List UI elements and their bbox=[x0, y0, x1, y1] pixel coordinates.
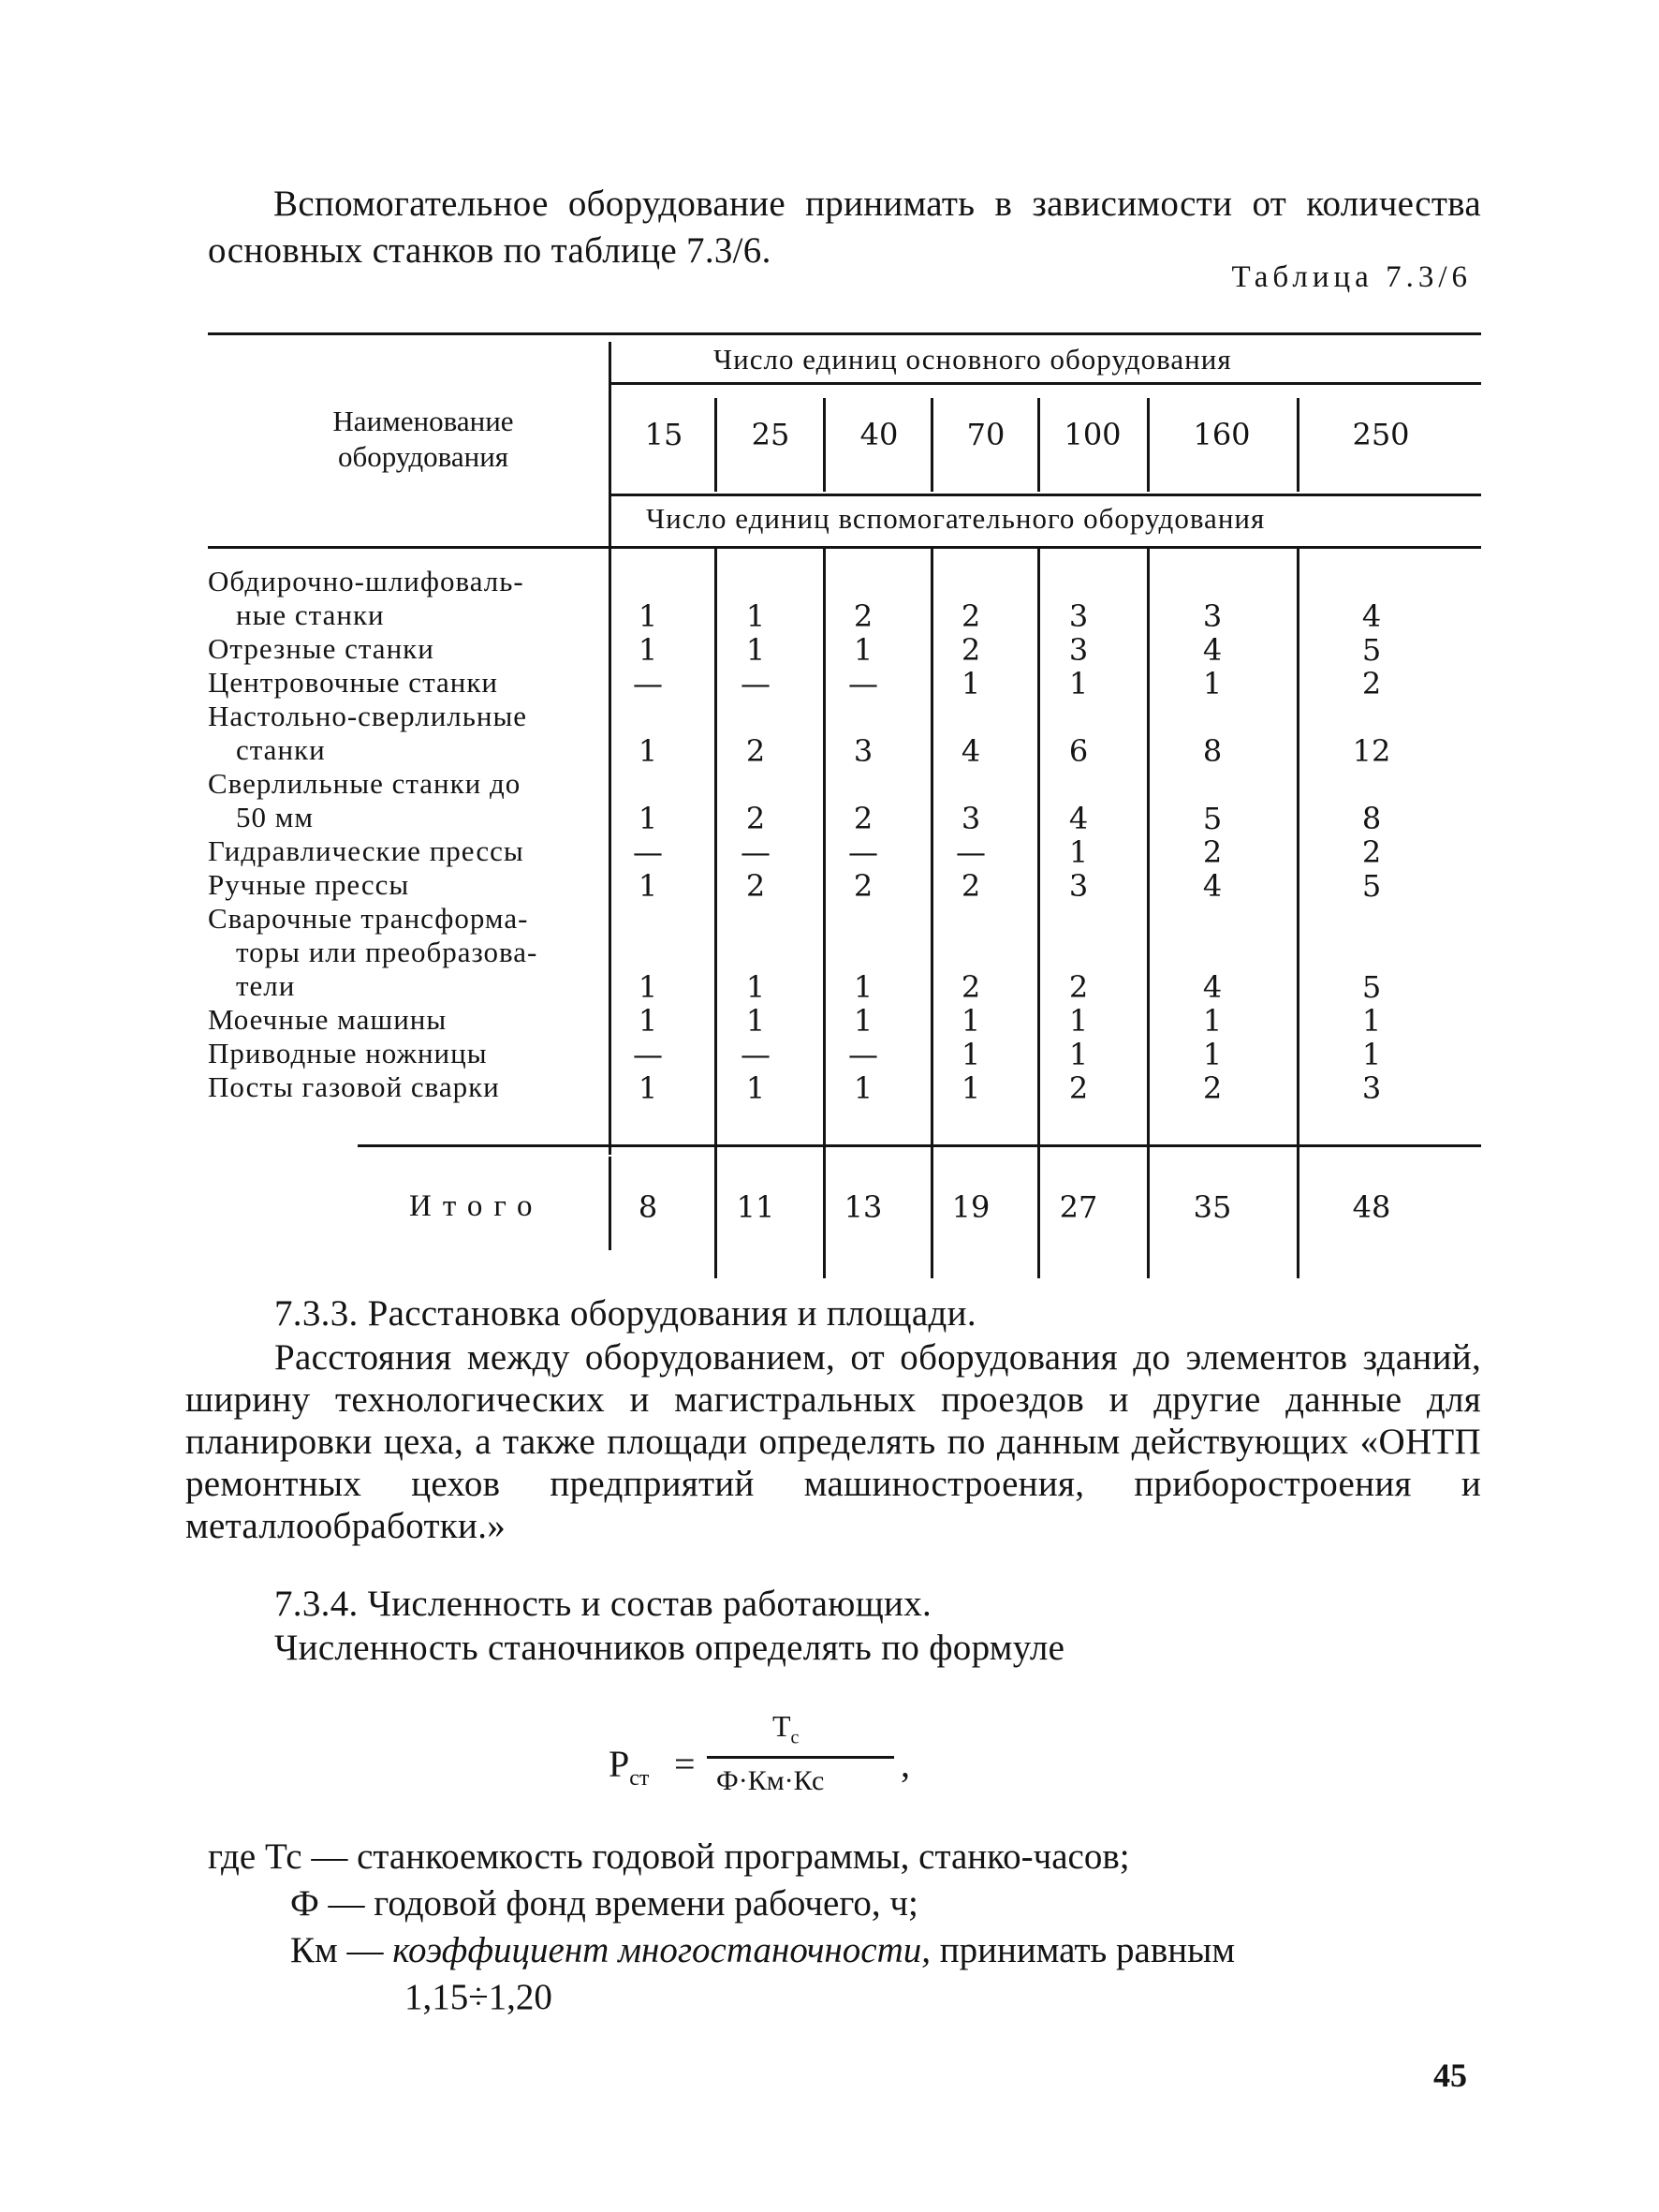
intro-paragraph: Вспомогательное оборудование принимать в зависимости от количества основных станков по таблице 7.3/6. bbox=[208, 184, 1481, 271]
table-cell: 1 bbox=[638, 598, 658, 634]
table-cell: 2 bbox=[853, 598, 874, 634]
fraction-bar bbox=[707, 1756, 894, 1759]
main-equipment-header: Число единиц основного оборудования bbox=[713, 343, 1232, 376]
table-cell: 2 bbox=[853, 801, 874, 836]
table-cell: — bbox=[848, 834, 878, 870]
table-cell: 1 bbox=[1202, 1037, 1223, 1072]
table-cell: — bbox=[741, 834, 771, 870]
table-cell: 1 bbox=[1202, 666, 1223, 701]
formula-denominator: Ф·Км·Кс bbox=[716, 1765, 825, 1796]
total-cell: 8 bbox=[638, 1189, 658, 1225]
table-cell: 2 bbox=[961, 868, 981, 904]
table-cell: — bbox=[633, 1037, 663, 1072]
table-row-name: Ручные прессы bbox=[208, 868, 410, 901]
table-cell: 2 bbox=[745, 868, 766, 904]
table-cell: — bbox=[633, 666, 663, 701]
table-cell: 2 bbox=[1202, 834, 1223, 870]
table-cell: 1 bbox=[1361, 1037, 1382, 1072]
table-cell: — bbox=[848, 666, 878, 701]
table-top-rule bbox=[208, 332, 1481, 335]
section-733-heading: 7.3.3. Расстановка оборудования и площади. bbox=[274, 1293, 976, 1334]
table-cell: 12 bbox=[1352, 733, 1391, 769]
table-cell: 1 bbox=[638, 733, 658, 769]
table-cell: 5 bbox=[1361, 632, 1382, 668]
table-cell: 2 bbox=[853, 868, 874, 904]
table-row-name: Сварочные трансформа- торы или преобразова- тели bbox=[208, 902, 538, 1002]
col-head-250: 250 bbox=[1352, 417, 1410, 452]
header-subrule-1 bbox=[610, 382, 1481, 385]
total-label: Итого bbox=[409, 1189, 544, 1223]
table-cell: 2 bbox=[745, 801, 766, 836]
table-cell: 1 bbox=[638, 868, 658, 904]
col-head-40: 40 bbox=[859, 417, 899, 452]
formula-numerator: $Т_с$ bbox=[772, 1709, 800, 1748]
table-cell: 3 bbox=[1202, 598, 1223, 634]
table-cell: 2 bbox=[961, 969, 981, 1005]
definition-km: Км — коэффициент многостаночности, принимать равным bbox=[290, 1930, 1236, 1970]
header-bottom-rule bbox=[208, 546, 1481, 549]
name-col-divider bbox=[609, 342, 611, 548]
table-cell: 1 bbox=[1068, 1037, 1089, 1072]
table-row-name: Сверлильные станки до 50 мм bbox=[208, 767, 521, 833]
table-cell: 5 bbox=[1202, 801, 1223, 836]
table-row-name: Моечные машины bbox=[208, 1003, 448, 1036]
table-cell: 2 bbox=[1068, 969, 1089, 1005]
table-cell: 1 bbox=[745, 632, 766, 668]
table-cell: 1 bbox=[1068, 1003, 1089, 1039]
table-cell: 4 bbox=[1361, 598, 1382, 634]
table-cell: 1 bbox=[961, 1037, 981, 1072]
table-cell: 2 bbox=[961, 598, 981, 634]
formula-intro: Численность станочников определять по формуле bbox=[274, 1628, 1065, 1668]
table-cell: 4 bbox=[961, 733, 981, 769]
formula-comma: , bbox=[901, 1743, 910, 1785]
table-cell: 1 bbox=[853, 969, 874, 1005]
table-cell: 1 bbox=[853, 1003, 874, 1039]
section-734-heading: 7.3.4. Численность и состав работающих. bbox=[274, 1584, 932, 1624]
col-head-70: 70 bbox=[966, 417, 1006, 452]
col-head-15: 15 bbox=[644, 417, 683, 452]
table-cell: 1 bbox=[853, 632, 874, 668]
table-row-name: Гидравлические прессы bbox=[208, 834, 524, 867]
total-cell: 11 bbox=[736, 1189, 775, 1225]
table-cell: — bbox=[741, 666, 771, 701]
col-head-100: 100 bbox=[1064, 417, 1122, 452]
table-cell: 1 bbox=[961, 1003, 981, 1039]
table-cell: 1 bbox=[638, 632, 658, 668]
definition-km-value: 1,15÷1,20 bbox=[404, 1977, 552, 2017]
table-row-name: Обдирочно-шлифоваль- ные станки bbox=[208, 565, 524, 631]
formula-equals: = bbox=[674, 1743, 696, 1785]
page-number: 45 bbox=[1433, 2057, 1467, 2094]
equipment-name-header: Наименование оборудования bbox=[332, 405, 514, 473]
definition-f: Ф — годовой фонд времени рабочего, ч; bbox=[290, 1883, 918, 1924]
table-row-name: Отрезные станки bbox=[208, 632, 434, 665]
table-cell: 6 bbox=[1068, 733, 1089, 769]
table-caption: Таблица 7.3/6 bbox=[1231, 260, 1472, 294]
table-cell: 1 bbox=[638, 969, 658, 1005]
table-cell: 5 bbox=[1361, 868, 1382, 904]
total-cell: 13 bbox=[844, 1189, 883, 1225]
table-cell: 1 bbox=[1068, 834, 1089, 870]
table-cell: 4 bbox=[1202, 632, 1223, 668]
table-cell: 3 bbox=[1361, 1070, 1382, 1106]
table-cell: 1 bbox=[638, 1070, 658, 1106]
table-cell: 3 bbox=[853, 733, 874, 769]
total-cell: 48 bbox=[1352, 1189, 1391, 1225]
table-cell: 1 bbox=[961, 666, 981, 701]
table-cell: 1 bbox=[1361, 1003, 1382, 1039]
table-cell: 2 bbox=[961, 632, 981, 668]
table-cell: 3 bbox=[1068, 632, 1089, 668]
table-cell: 2 bbox=[1202, 1070, 1223, 1106]
table-cell: — bbox=[848, 1037, 878, 1072]
table-cell: 1 bbox=[1068, 666, 1089, 701]
table-cell: 8 bbox=[1202, 733, 1223, 769]
total-rule bbox=[358, 1144, 1481, 1147]
col-head-25: 25 bbox=[751, 417, 790, 452]
table-cell: 1 bbox=[638, 1003, 658, 1039]
section-733-paragraph: Расстояния между оборудованием, от оборудования до элементов зданий, ширину технологических и магистральных проездов и другие данные для планировки цеха, а также площади определять по данным действующих «ОНТП ремонтных цехов предприятий машиностроения, приборостроения и металлообработки.» bbox=[185, 1337, 1481, 1546]
table-cell: 3 bbox=[1068, 868, 1089, 904]
total-cell: 35 bbox=[1193, 1189, 1232, 1225]
table-cell: 3 bbox=[961, 801, 981, 836]
table-cell: 4 bbox=[1202, 868, 1223, 904]
formula bbox=[609, 1709, 908, 1821]
total-cell: 19 bbox=[951, 1189, 991, 1225]
table-cell: 1 bbox=[961, 1070, 981, 1106]
table-cell: 8 bbox=[1361, 801, 1382, 836]
table-cell: 2 bbox=[1361, 666, 1382, 701]
table-cell: 1 bbox=[745, 1070, 766, 1106]
definition-tc: где Тс — станкоемкость годовой программы, станко-часов; bbox=[208, 1836, 1130, 1877]
table-cell: 4 bbox=[1068, 801, 1089, 836]
table-cell: 1 bbox=[1202, 1003, 1223, 1039]
table-row-name: Центровочные станки bbox=[208, 666, 498, 699]
table-row-name: Настольно-сверлильные станки bbox=[208, 700, 528, 766]
col-head-160: 160 bbox=[1193, 417, 1251, 452]
table-cell: 1 bbox=[853, 1070, 874, 1106]
header-subrule-2 bbox=[610, 494, 1481, 496]
table-row-name: Посты газовой сварки bbox=[208, 1070, 500, 1103]
table-cell: 4 bbox=[1202, 969, 1223, 1005]
table-cell: — bbox=[741, 1037, 771, 1072]
table-cell: 2 bbox=[745, 733, 766, 769]
table-cell: 3 bbox=[1068, 598, 1089, 634]
table-cell: 1 bbox=[745, 969, 766, 1005]
table-cell: 1 bbox=[638, 801, 658, 836]
table-cell: 2 bbox=[1068, 1070, 1089, 1106]
table-cell: 1 bbox=[745, 598, 766, 634]
table-row-name: Приводные ножницы bbox=[208, 1037, 488, 1069]
total-cell: 27 bbox=[1059, 1189, 1098, 1225]
aux-equipment-header: Число единиц вспомогательного оборудования bbox=[646, 502, 1266, 535]
table-cell: — bbox=[956, 834, 986, 870]
table-cell: 2 bbox=[1361, 834, 1382, 870]
equipment-table bbox=[208, 332, 1481, 1260]
formula-lhs: $Р_{ст}$ bbox=[609, 1743, 650, 1791]
table-cell: 1 bbox=[745, 1003, 766, 1039]
table-cell: — bbox=[633, 834, 663, 870]
table-cell: 5 bbox=[1361, 969, 1382, 1005]
